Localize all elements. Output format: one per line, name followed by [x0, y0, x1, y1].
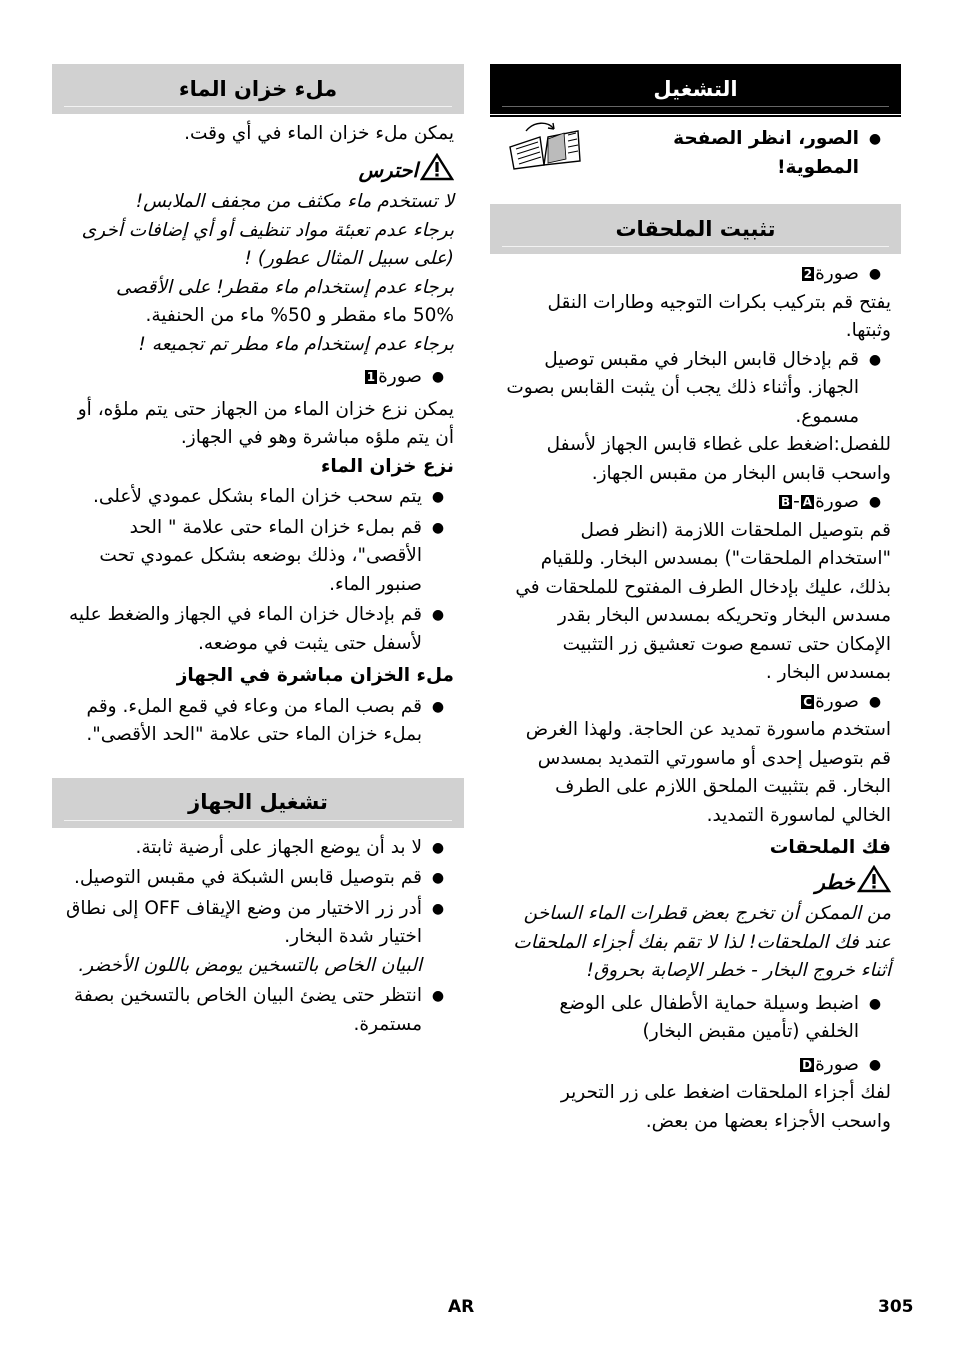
- start-device-heading: تشغيل الجهاز: [52, 778, 464, 828]
- caution-line: برجاء عدم تعبئة مواد تنظيف أو أي إضافات أخرى (على سبيل المثال عطور) !: [81, 219, 454, 269]
- figure-badge: C: [803, 694, 813, 709]
- direct-fill-title: ملء الخزان مباشرة في الجهاز: [176, 665, 454, 686]
- caution-line: برجاء عدم إستخدام ماء مقطر! على الأقصى: [116, 276, 454, 298]
- start-bullet: ● لا بد أن يوضع الجهاز على أرضية ثابتة.: [135, 836, 445, 858]
- detach-title: فك الملحقات: [769, 837, 891, 858]
- caution-label: احترس: [64, 153, 454, 189]
- language-code: AR: [448, 1297, 475, 1317]
- figure-1-bullet: ● صورة1: [366, 366, 445, 387]
- tank-intro: يمكن نزع خزان الماء من الجهاز حتى يتم ملؤه، أو أن يتم ملؤه مباشرة وهو في الجهاز.: [77, 398, 454, 448]
- direct-bullet: ● قم بصب الماء من وعاء في قمع الملء. وقم بملء خزان الماء حتى علامة "الحد الأقصى".: [86, 695, 445, 745]
- heating-note: البيان الخاص بالتسخين يومض باللون الأخضر.: [78, 954, 422, 976]
- remove-bullet: ● يتم سحب خزان الماء بشكل عمودي لأعلى.: [92, 486, 445, 507]
- warning-triangle-icon: [420, 153, 454, 189]
- figure-badge: B: [780, 495, 791, 509]
- disconnect-text: للفصل:اضغط على غطاء قابس الجهاز لأسفل واسحب قابس البخار من مقبس الجهاز.: [546, 434, 891, 484]
- figure-c-bullet: ● صورةC: [803, 690, 882, 712]
- foldout-bullet: ● الصور، انظر الصفحة المطوية!: [502, 125, 891, 182]
- accessories-heading: تثبيت الملحقات: [490, 204, 901, 254]
- remove-tank-title: نزع خزان الماء: [320, 455, 454, 477]
- figure-ab-text: قم بتوصيل الملحقات اللازمة (انظر فصل "استخدام الملحقات") بمسدس البخار. وللقيام بذلك، عليك بإدخال الطرف المفتوح للملحقات في مسدس البخار وتحريكه بمسدس البخار بقدر الإمكان حتى تسمع صوت تعشيق زر التثبيت بمسدس البخار .: [515, 519, 891, 683]
- page-number: 305: [878, 1297, 914, 1317]
- figure-badge: A: [802, 495, 813, 509]
- remove-bullet: ● قم بملء خزان الماء حتى علامة " الحد الأقصى"، وذلك بوضعه بشكل عمودي تحت صنبور الماء.: [99, 516, 445, 595]
- fill-intro: يمكن ملء خزان الماء في أي وقت.: [184, 123, 454, 144]
- danger-label: خطر: [502, 865, 891, 901]
- figure-2-text: يفتح قم بتركيب بكرات التوجيه وطارات النقل وثبتها.: [547, 291, 891, 341]
- figure-badge: 2: [803, 267, 813, 281]
- figure-badge: 1: [366, 370, 376, 384]
- child-lock-bullet: ● اضبط وسيلة حماية الأطفال على الوضع الخلفي (تأمين مقبض البخار): [559, 992, 882, 1042]
- start-bullet: ● أدر زر الاختيار من وضع الإيقاف OFF إلى نطاق اختيار شدة البخار.: [66, 897, 445, 947]
- right-column: [490, 64, 901, 1136]
- steam-plug-bullet: ● قم بإدخال قابس البخار في مقبس توصيل الجهاز. وأثناء ذلك يجب أن يثبت القابس بصوت مسموع.: [506, 348, 882, 427]
- figure-badge: D: [802, 1057, 813, 1072]
- danger-text: من الممكن أن تخرج بعض قطرات الماء الساخن عند فك الملحقات! لذا لا تقم بفك أجزاء الملحقات أثناء خروج البخار - خطر الإصابة بحروق!: [513, 903, 891, 981]
- caution-line: 50% ماء مقطر و 50% ماء من الحنفية.: [145, 305, 454, 326]
- figure-c-text: استخدم ماسورة تمديد عن الحاجة. ولهذا الغرض قم بتوصيل إحدى أو ماسورتي التمديد بمسدس البخار. قم بتثبيت الملحق اللازم على الطرف الخالي لماسورة التمديد.: [525, 719, 891, 826]
- fill-tank-heading: ملء خزان الماء: [52, 64, 464, 114]
- book-icon: [502, 117, 584, 181]
- remove-bullet: ● قم بإدخال خزان الماء في الجهاز والضغط عليه لأسفل حتى يثبت في موضعه.: [68, 604, 445, 654]
- figure-ab-bullet: ● صورةA-B: [780, 491, 882, 512]
- caution-line: لا تستخدم ماء مكثف من مجفف الملابس!: [135, 191, 454, 212]
- start-bullet: ● قم بتوصيل قابس الشبكة في مقبس التوصيل.: [73, 867, 445, 888]
- start-bullet: ● انتظر حتى يضئ البيان الخاص بالتسخين بصفة مستمرة.: [73, 985, 445, 1035]
- figure-2-bullet: ● صورة2: [803, 263, 882, 284]
- figure-d-text: لفك أجزاء الملحقات اضغط على زر التحرير واسحب الأجزاء بعضها من بعض.: [560, 1082, 891, 1132]
- operation-heading: التشغيل: [490, 64, 901, 114]
- figure-d-bullet: ● صورةD: [802, 1053, 882, 1075]
- warning-triangle-icon: [857, 865, 891, 901]
- caution-line: برجاء عدم إستخدام ماء مطر تم تجميعه !: [138, 333, 454, 355]
- left-column: [52, 64, 464, 1039]
